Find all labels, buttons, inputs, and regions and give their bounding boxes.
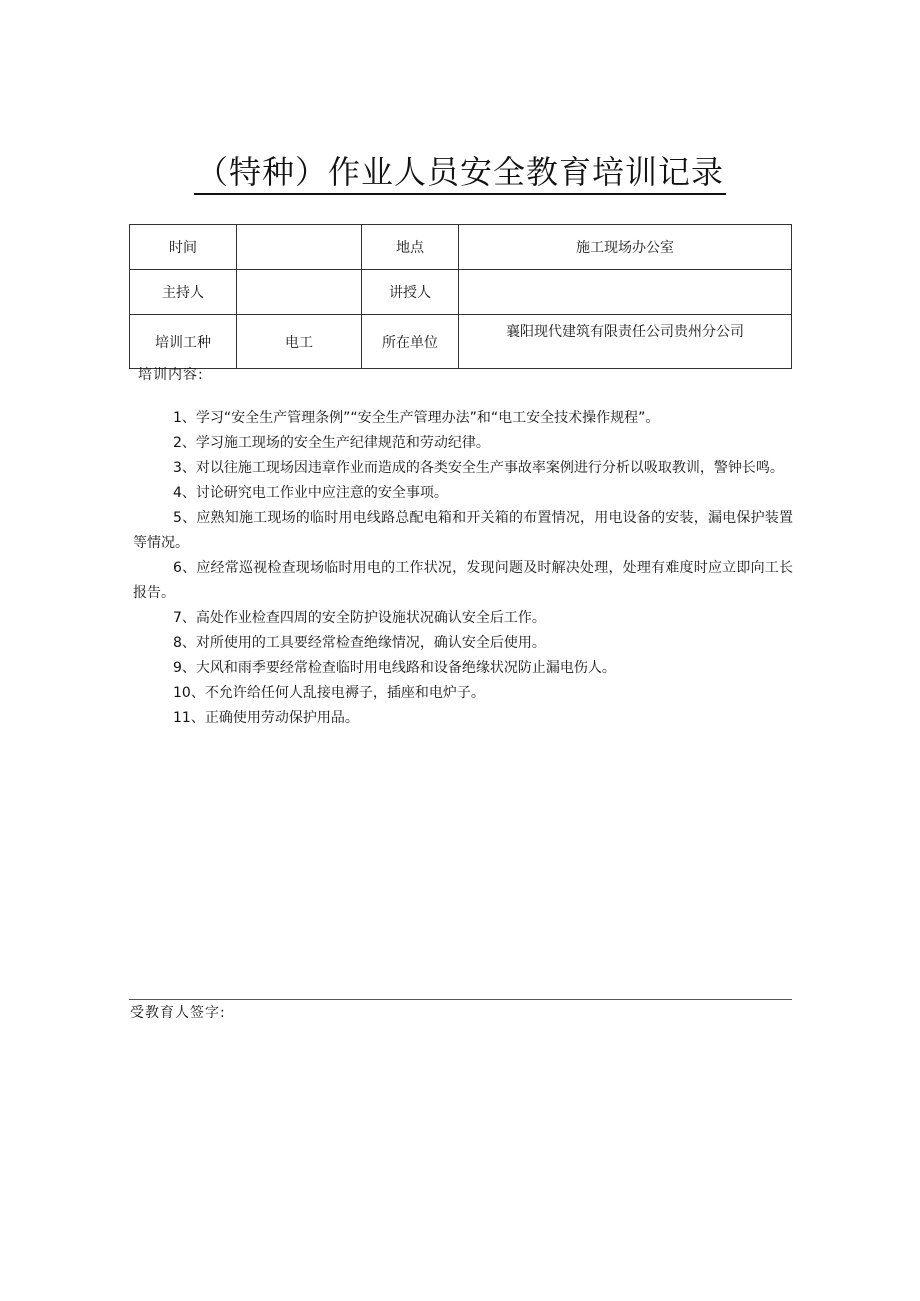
table-row [130,315,792,369]
location-label: 地点 [362,225,459,270]
host-label: 主持人 [130,270,237,315]
list-item: 11、正确使用劳动保护用品。 [173,710,359,726]
info-table [129,224,792,369]
list-item: 8、对所使用的工具要经常检查绝缘情况，确认安全后使用。 [173,635,546,651]
list-item: 3、对以往施工现场因违章作业而造成的各类安全生产事故率案例进行分析以吸取教训，警钟长鸣。 [173,460,784,476]
lecturer-value [459,270,792,315]
content-label: 培训内容: [138,367,204,383]
trade-value: 电工 [237,315,362,369]
unit-label: 所在单位 [362,315,459,369]
training-content-list [133,406,793,731]
list-item: 5、应熟知施工现场的临时用电线路总配电箱和开关箱的布置情况，用电设备的安装，漏电保护装置等情况。 [133,510,793,551]
list-item: 7、高处作业检查四周的安全防护设施状况确认安全后工作。 [173,610,546,626]
list-item: 2、学习施工现场的安全生产纪律规范和劳动纪律。 [173,435,490,451]
table-row [130,225,792,270]
time-value [237,225,362,270]
unit-value: 襄阳现代建筑有限责任公司贵州分公司 [459,315,792,369]
host-value [237,270,362,315]
location-value: 施工现场办公室 [459,225,792,270]
signature-divider [129,999,792,1000]
list-item: 4、讨论研究电工作业中应注意的安全事项。 [173,485,448,501]
time-label: 时间 [130,225,237,270]
list-item: 10、不允许给任何人乱接电褥子，插座和电炉子。 [173,685,485,701]
page-title-text: （特种）作业人员安全教育培训记录 [194,153,726,195]
signature-label: 受教育人签字: [130,1005,226,1021]
list-item: 1、学习“安全生产管理条例”“安全生产管理办法”和“电工安全技术操作规程”。 [173,410,660,426]
list-item: 6、应经常巡视检查现场临时用电的工作状况，发现问题及时解决处理，处理有难度时应立即向工长报告。 [133,560,793,601]
lecturer-label: 讲授人 [362,270,459,315]
table-row [130,270,792,315]
page-title [0,150,920,194]
list-item: 9、大风和雨季要经常检查临时用电线路和设备绝缘状况防止漏电伤人。 [173,660,616,676]
trade-label: 培训工种 [130,315,237,369]
